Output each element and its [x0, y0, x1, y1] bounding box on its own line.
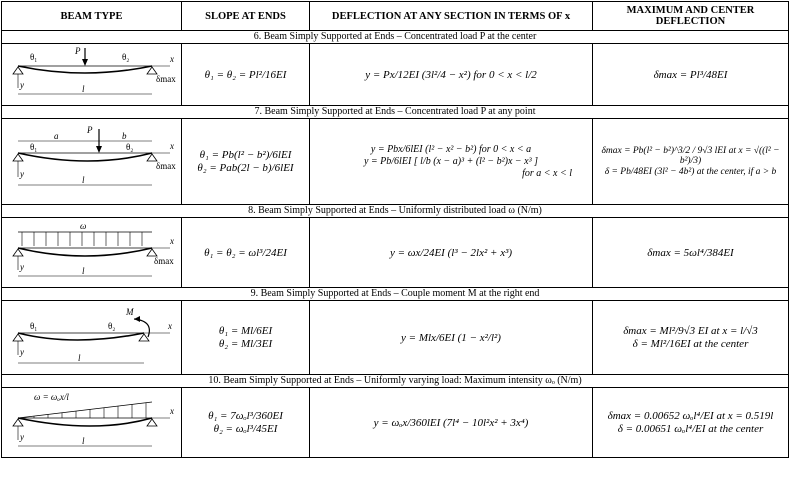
max-7 — [593, 119, 789, 205]
length-label: l — [81, 175, 85, 185]
max-8: δmax = 5ωl⁴/384EI — [593, 218, 789, 288]
def2-7: y = Pb/6lEI [ l/b (x − a)³ + (l² − b²)x − x³ ] — [363, 156, 539, 167]
slope-6: θ₁ = θ₂ = Pl²/16EI — [182, 44, 310, 106]
deflection-10: y = ωₒx/360lEI (7l⁴ − 10l²x² + 3x⁴) — [310, 388, 593, 458]
max1-10: δmax = 0.00652 ωₒl⁴/EI at x = 0.519l — [607, 410, 774, 422]
beam-diagram-7 — [2, 119, 182, 205]
beam-deflection-table — [1, 1, 789, 458]
slope2-9: θ₂ = Ml/3EI — [218, 338, 273, 350]
dmax-label: δmax — [155, 74, 176, 84]
length-label: l — [77, 353, 81, 363]
header-slope: SLOPE AT ENDS — [182, 2, 310, 31]
x-axis-label: x — [169, 236, 174, 246]
y-axis-label: y — [19, 347, 24, 357]
header-deflection: DEFLECTION AT ANY SECTION IN TERMS OF x — [310, 2, 593, 31]
y-axis-label: y — [19, 169, 24, 179]
load-label: P — [86, 125, 92, 135]
slope1-7: θ₁ = Pb(l² − b²)/6lEI — [199, 149, 292, 161]
slope1-10: θ₁ = 7ωₒl³/360EI — [208, 410, 283, 422]
x-axis-label: x — [167, 321, 172, 331]
max2-9: δ = Ml²/16EI at the center — [632, 338, 749, 350]
table-row — [2, 44, 789, 106]
section-title-9: 9. Beam Simply Supported at Ends – Couple moment M at the right end — [2, 288, 789, 301]
section-title-8: 8. Beam Simply Supported at Ends – Uniformly distributed load ω (N/m) — [2, 205, 789, 218]
max-6: δmax = Pl³/48EI — [593, 44, 789, 106]
beam-diagram-9 — [2, 301, 182, 375]
section-title-10: 10. Beam Simply Supported at Ends – Uniformly varying load: Maximum intensity ωₒ (N/m) — [2, 375, 789, 388]
def1-7: y = Pbx/6lEI (l² − x² − b²) for 0 < x < a — [370, 144, 532, 155]
slope-8: θ₁ = θ₂ = ωl³/24EI — [182, 218, 310, 288]
table-row — [2, 301, 789, 375]
deflection-7 — [310, 119, 593, 205]
slope-10 — [182, 388, 310, 458]
omega-label: ω — [79, 221, 86, 231]
beam-diagram-10 — [2, 388, 182, 458]
deflection-6: y = Px/12EI (3l²/4 − x²) for 0 < x < l/2 — [310, 44, 593, 106]
a-label: a — [53, 131, 58, 141]
max-9 — [593, 301, 789, 375]
length-label: l — [81, 266, 85, 276]
slope-7 — [182, 119, 310, 205]
b-label: b — [121, 131, 126, 141]
def3-7: for a < x < l — [522, 168, 572, 179]
max2-10: δ = 0.00651 ωₒl⁴/EI at the center — [617, 423, 764, 435]
slope1-9: θ₁ = Ml/6EI — [218, 325, 273, 337]
section-title-6: 6. Beam Simply Supported at Ends – Concentrated load P at the center — [2, 31, 789, 44]
header-max: MAXIMUM AND CENTER DEFLECTION — [593, 2, 789, 31]
x-axis-label: x — [169, 54, 174, 64]
theta1-label: θ₁ — [29, 321, 37, 331]
slope2-10: θ₂ = ωₒl³/45EI — [213, 423, 278, 435]
max1-9: δmax = Ml²/9√3 EI at x = l/√3 — [623, 325, 758, 337]
table-row — [2, 388, 789, 458]
x-axis-label: x — [169, 141, 174, 151]
deflection-8: y = ωx/24EI (l³ − 2lx² + x³) — [310, 218, 593, 288]
y-axis-label: y — [19, 432, 24, 442]
max1-7: δmax = Pb(l² − b²)^3/2 / 9√3 lEI at x = √((l² − b²)/3) — [601, 146, 780, 166]
load-label: P — [74, 46, 80, 56]
dmax-label: δmax — [155, 161, 176, 171]
beam-diagram-6 — [2, 44, 182, 106]
table-row — [2, 218, 789, 288]
theta2-label: θ₂ — [107, 321, 115, 331]
max-10 — [593, 388, 789, 458]
theta1-label: θ₁ — [29, 52, 37, 62]
y-axis-label: y — [19, 80, 24, 90]
x-axis-label: x — [169, 406, 174, 416]
varying-load-label: ω = ωₒx/l — [33, 392, 69, 402]
y-axis-label: y — [19, 262, 24, 272]
theta1-label: θ₁ — [29, 142, 37, 152]
length-label: l — [81, 436, 85, 446]
slope-9 — [182, 301, 310, 375]
table-row — [2, 119, 789, 205]
max2-7: δ = Pb/48EI (3l² − 4b²) at the center, if a > b — [604, 167, 777, 177]
header-beam-type: BEAM TYPE — [2, 2, 182, 31]
section-title-7: 7. Beam Simply Supported at Ends – Concentrated load P at any point — [2, 106, 789, 119]
header-row — [2, 2, 789, 31]
theta2-label: θ₂ — [125, 142, 133, 152]
theta2-label: θ₂ — [121, 52, 129, 62]
moment-label: M — [125, 307, 133, 317]
deflection-9: y = Mlx/6EI (1 − x²/l²) — [310, 301, 593, 375]
distributed-load-arrows — [22, 232, 142, 246]
varying-load-arrows — [34, 403, 146, 418]
beam-diagram-8 — [2, 218, 182, 288]
dmax-label: δmax — [153, 256, 174, 266]
slope2-7: θ₂ = Pab(2l − b)/6lEI — [197, 162, 294, 174]
length-label: l — [81, 84, 85, 94]
